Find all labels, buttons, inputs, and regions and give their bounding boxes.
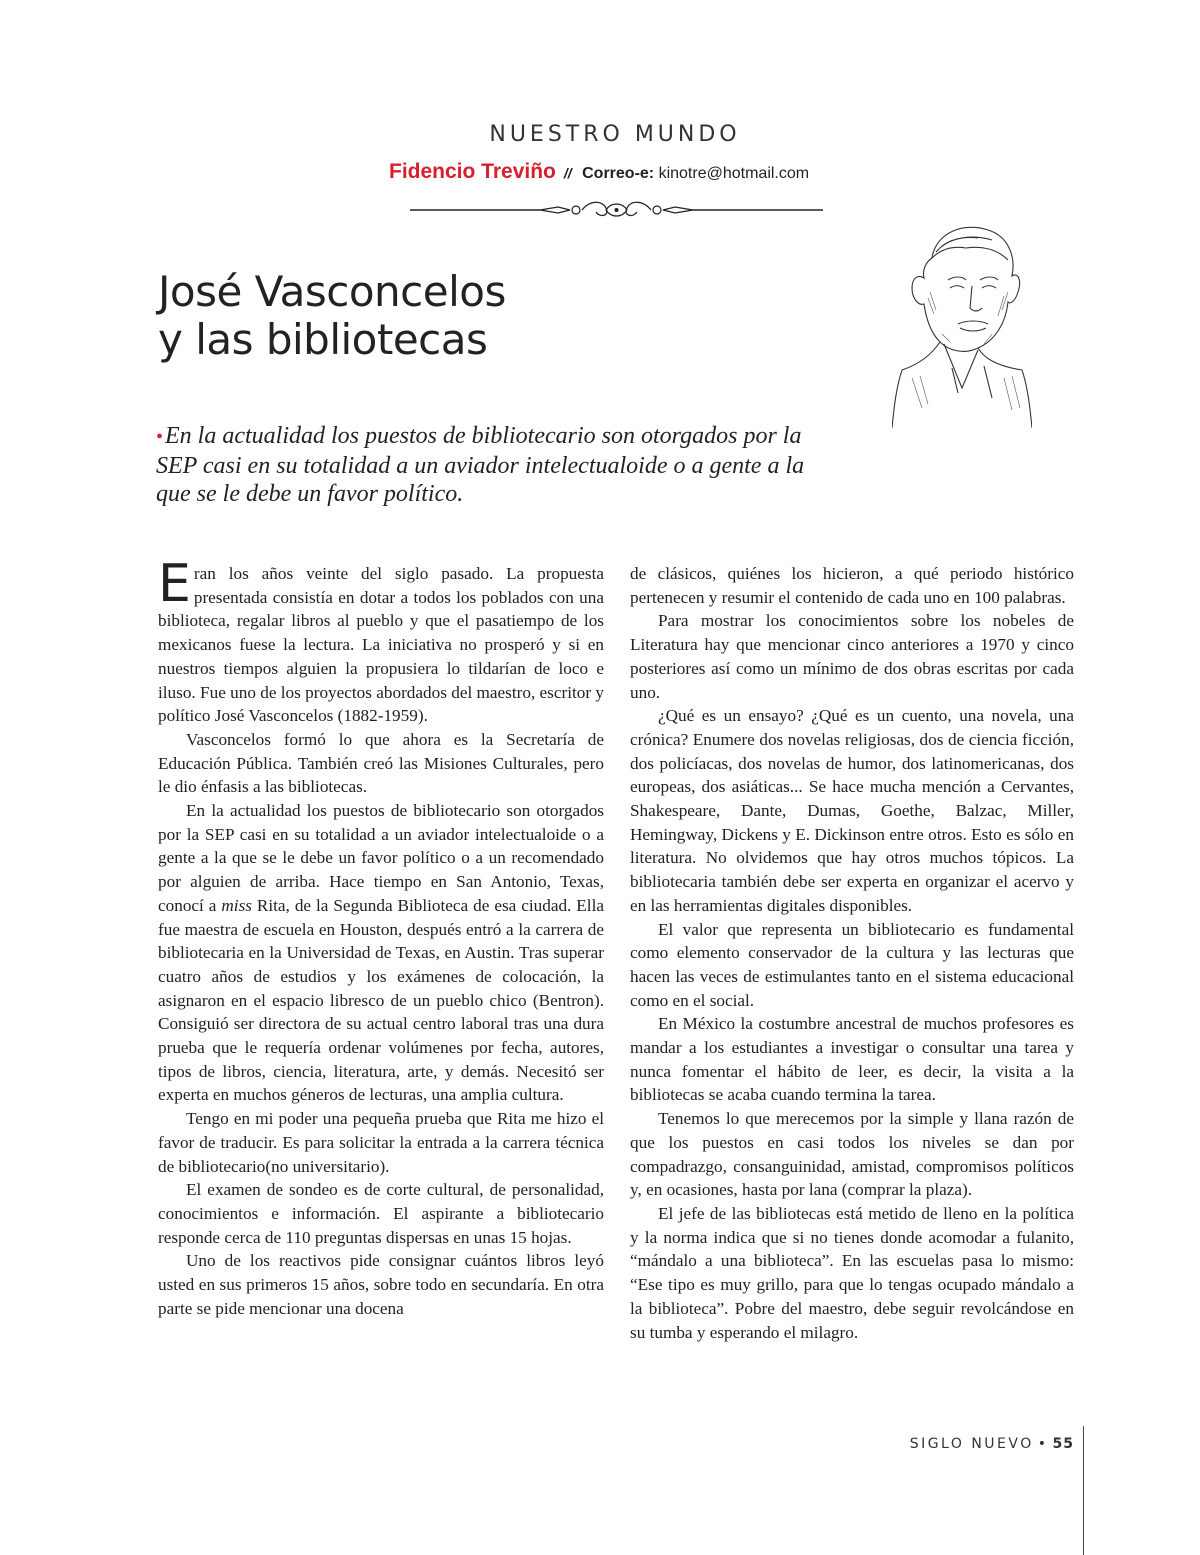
byline — [389, 160, 809, 184]
footer-rule — [1083, 1426, 1084, 1555]
paragraph-continued: de clásicos, quiénes los hicieron, a qué periodo histórico pertenecen y resumir el contenido de cada uno en 100 palabras. — [630, 564, 1074, 607]
ornament-divider-icon — [410, 198, 823, 222]
paragraph: Tengo en mi poder una pequeña prueba que Rita me hizo el favor de traducir. Es para solicitar la entrada a la carrera técnica de bibliotecario(no universitario). — [158, 1109, 604, 1176]
paragraph: Eran los años veinte del siglo pasado. La propuesta presentada consistía en dotar a todos los poblados con una biblioteca, regalar libros al pueblo y que el pasatiempo de los mexicanos fuese la lectura. La iniciativa no prosperó y si en nuestros tiempos alguien la propusiera lo tildarían de loco e iluso. Fue uno de los proyectos abordados del maestro, escritor y político José Vasconcelos (1882-1959). — [158, 554, 604, 726]
bullet-icon: • — [156, 426, 164, 448]
paragraph: Uno de los reactivos pide consignar cuántos libros leyó usted en sus primeros 15 años, sobre todo en secundaría. En otra parte se pide mencionar una docena — [158, 1251, 604, 1318]
deck-text: En la actualidad los puestos de bibliotecario son otorgados por la SEP casi en su totalidad a un aviador intelectualoide o a gente a la que se le debe un favor político. — [156, 423, 805, 507]
paragraph: En la actualidad los puestos de bibliotecario son otorgados por la SEP casi en su totalidad a un aviador intelectualoide o a gente a la que se le debe un favor político o a un recomendado por alguien de arriba. Hace tiempo en San Antonio, Texas, conocí a miss Rita, de la Segunda Biblioteca de esa ciudad. Ella fue maestra de escuela en Houston, después entró a la carrera de bibliotecaria en la Universidad de Texas, en Austin. Tras superar cuatro años de estudios y los exámenes de colocación, la asignaron en el espacio libresco de un pueblo chico (Bentron). Consiguió ser directora de su actual centro laboral tras una dura prueba que le requería ordenar volúmenes por fecha, autores, tipos de libros, ciencia, literatura, arte, y demás. Necesitó ser experta en muchos géneros de lecturas, una amplia cultura. — [158, 801, 604, 1105]
author-email: kinotre@hotmail.com — [658, 165, 810, 182]
title-line-1: José Vasconcelos — [158, 267, 506, 316]
paragraph: El valor que representa un bibliotecario es fundamental como elemento conservador de la cultura y las lecturas que hacen las veces de estimulantes tanto en el sistema educacional como en el social. — [630, 919, 1074, 1010]
article-column-left — [158, 554, 604, 1321]
paragraph: Vasconcelos formó lo que ahora es la Secretaría de Educación Pública. También creó las Misiones Culturales, pero le dio énfasis a las bibliotecas. — [158, 729, 604, 797]
page-footer — [910, 1436, 1074, 1452]
article-title — [158, 268, 506, 364]
section-header: NUESTRO MUNDO — [489, 122, 741, 147]
byline-separator: // — [563, 165, 572, 181]
page-number: 55 — [1052, 1436, 1074, 1452]
author-name: Fidencio Treviño — [389, 160, 556, 183]
article-deck — [156, 422, 816, 509]
footer-dot: • — [1037, 1436, 1049, 1452]
paragraph: Para mostrar los conocimientos sobre los nobeles de Literatura hay que mencionar cinco anteriores a 1970 y cinco posteriores así como un mínimo de dos obras escritas por cada uno. — [630, 611, 1074, 702]
title-line-2: y las bibliotecas — [158, 315, 488, 364]
publication-name: SIGLO NUEVO — [909, 1436, 1034, 1452]
paragraph: Tenemos lo que merecemos por la simple y llana razón de que los puestos en casi todos los niveles se dan por compadrazgo, consanguinidad, amistad, compromisos políticos y, en ocasiones, hasta por lana (comprar la plaza). — [630, 1109, 1074, 1200]
email-label: Correo-e: — [582, 165, 655, 182]
paragraph: ¿Qué es un ensayo? ¿Qué es un cuento, una novela, una crónica? Enumere dos novelas religiosas, dos de ciencia ficción, dos policíacas, dos novelas de humor, dos latinomericanas, dos europeas, dos asiáticas... Se hace mucha mención a Cervantes, Shakespeare, Dante, Dumas, Goethe, Balzac, Miller, Hemingway, Dickens y E. Dickinson entre otros. Esto es sólo en literatura. No olvidemos que hay otros muchos tópicos. La bibliotecaria también debe ser experta en organizar el acervo y en las herramientas digitales disponibles. — [630, 706, 1074, 915]
article-column-right — [630, 562, 1074, 1344]
drop-cap: E — [158, 554, 191, 614]
paragraph: El examen de sondeo es de corte cultural, de personalidad, conocimientos e información. El aspirante a bibliotecario responde cerca de 110 preguntas dispersas en unas 15 hojas. — [158, 1180, 604, 1247]
author-portrait-icon — [892, 218, 1032, 428]
paragraph: El jefe de las bibliotecas está metido de lleno en la política y la norma indica que si no tienes donde acomodar a fulanito, “mándalo a una biblioteca”. En las escuelas pasa lo mismo: “Ese tipo es muy grillo, para que lo tengas ocupado mándalo a la biblioteca”. Pobre del maestro, debe seguir revolcándose en su tumba y esperando el milagro. — [630, 1203, 1074, 1342]
paragraph: En México la costumbre ancestral de muchos profesores es mandar a los estudiantes a investigar o consultar una tarea y nunca fomentar el hábito de leer, es decir, la visita a la bibliotecas se acaba cuando termina la tarea. — [630, 1014, 1074, 1105]
